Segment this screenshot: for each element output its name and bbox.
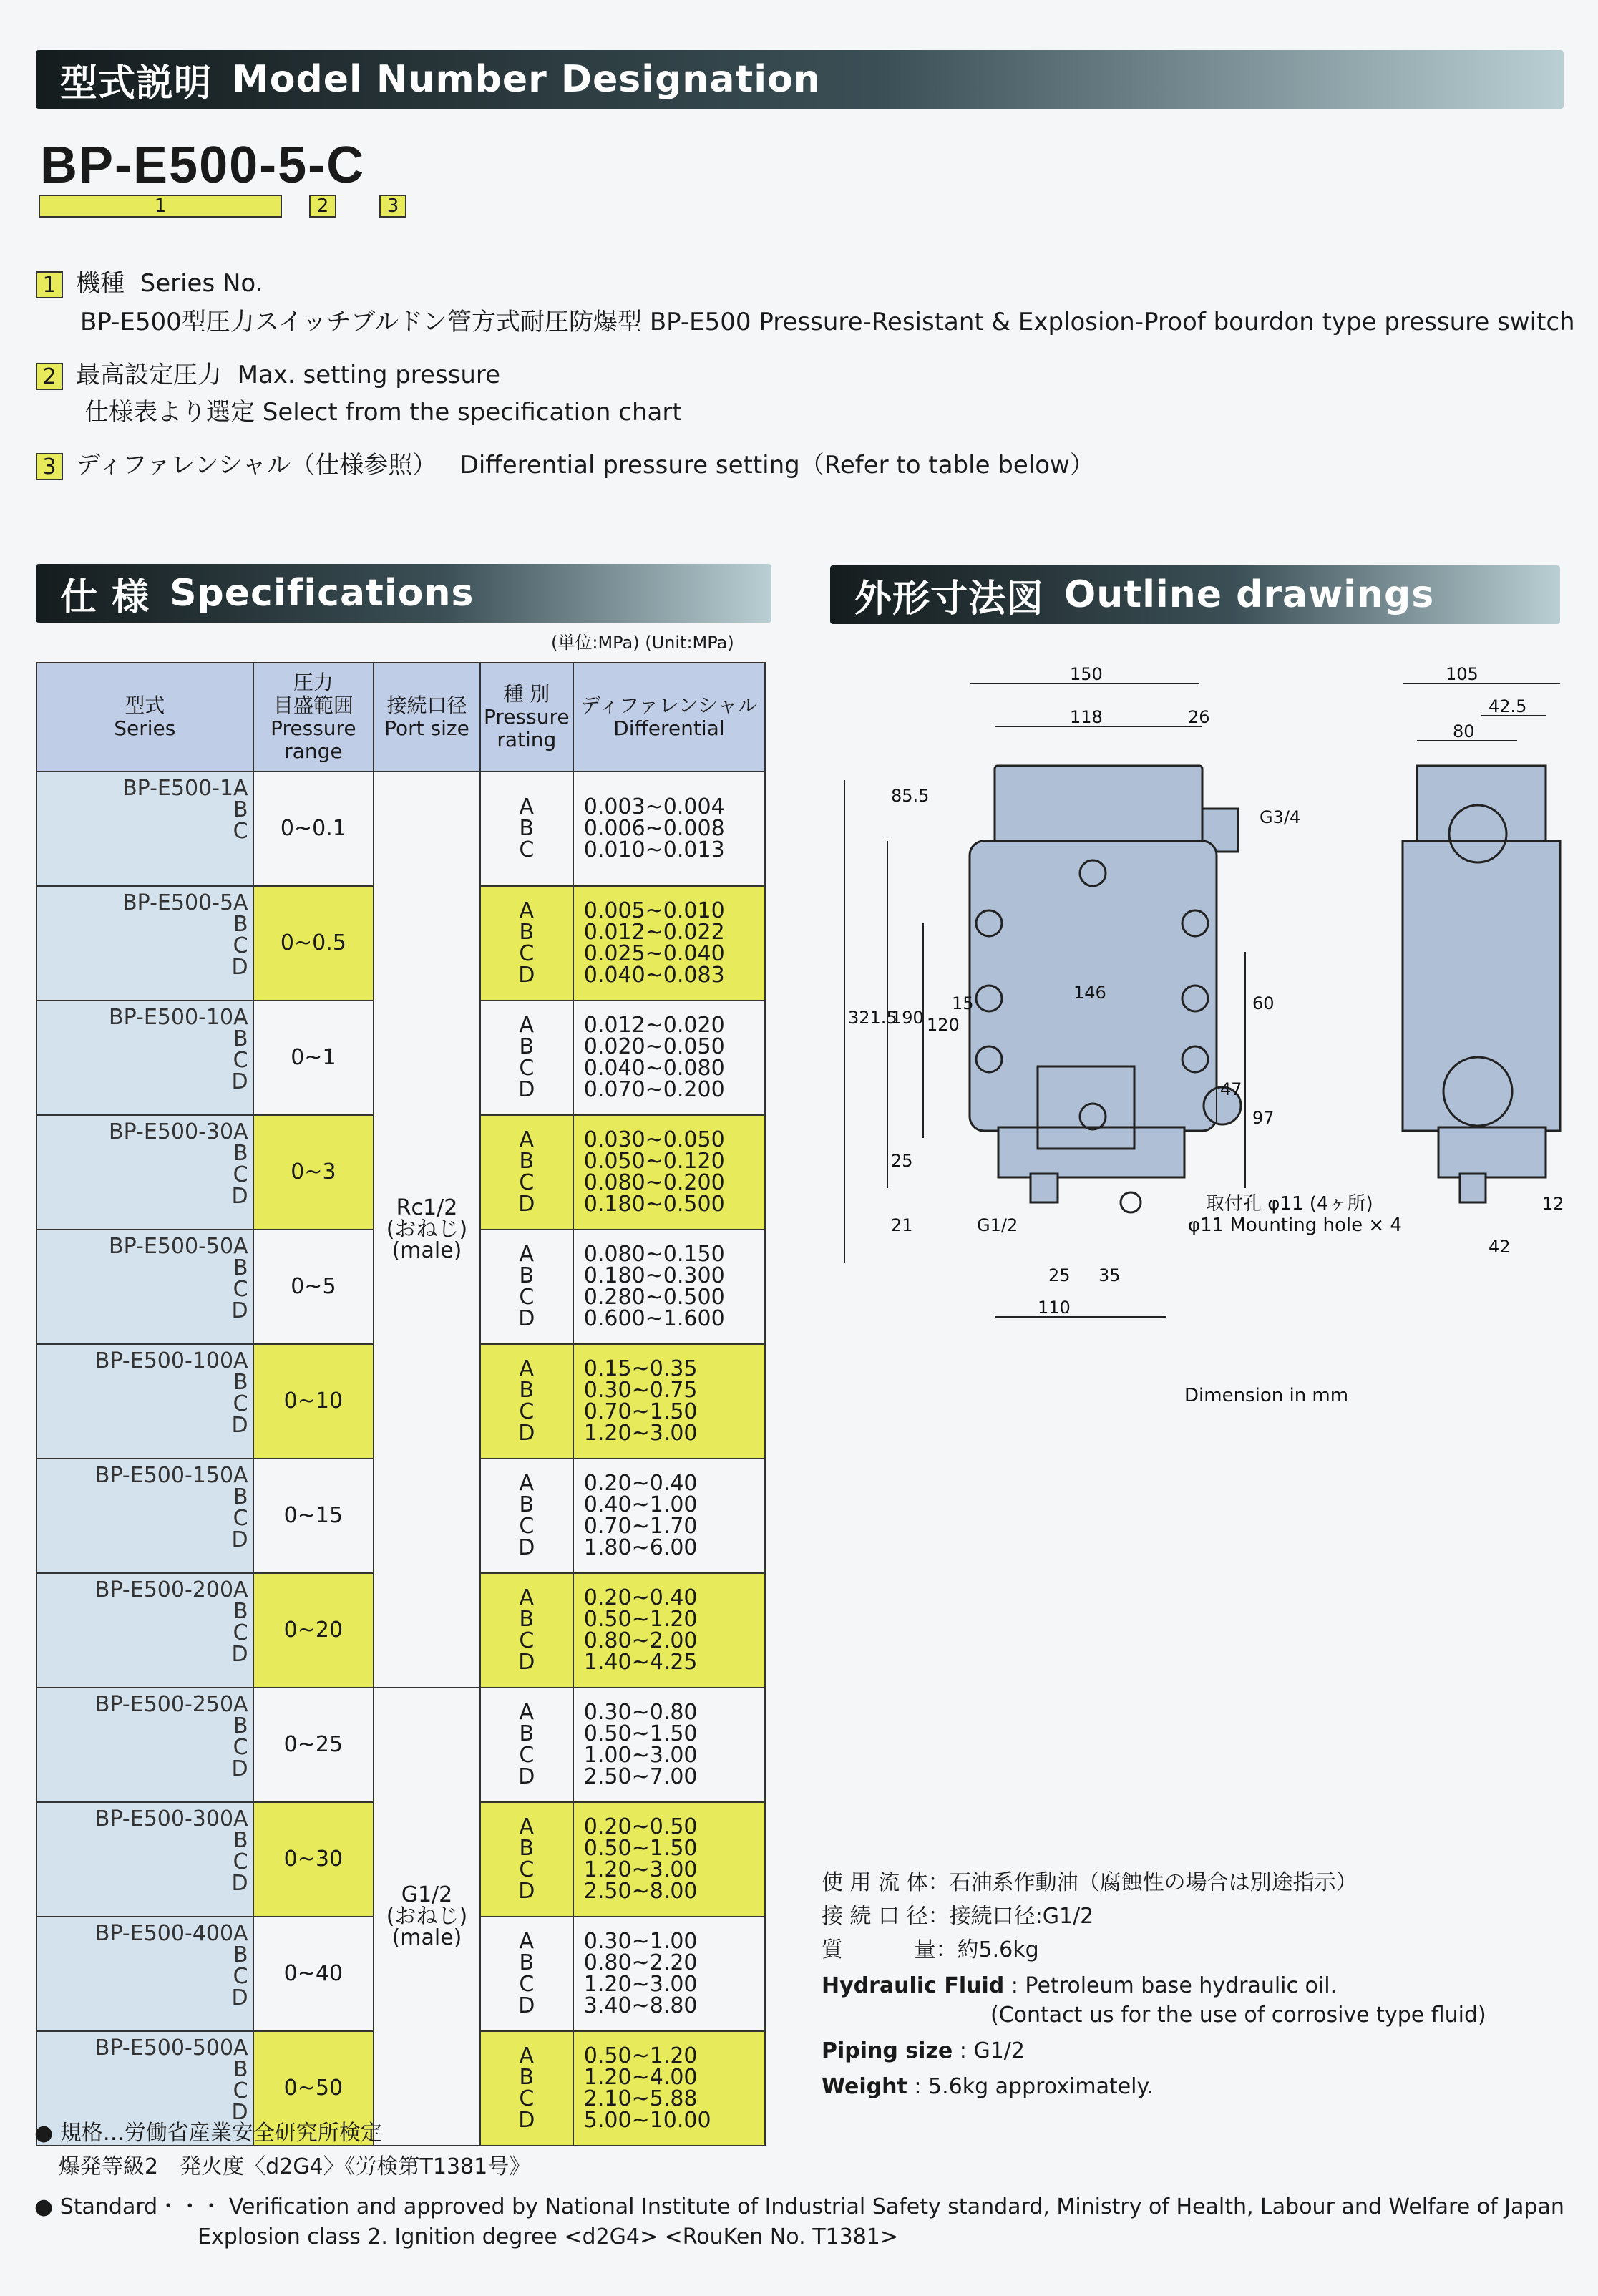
dim-12: 12 [1542, 1194, 1564, 1214]
cell-series: BP-E500-500A B C D [36, 2031, 253, 2146]
front-bottom-port [1031, 1174, 1058, 1202]
table-row [36, 772, 765, 886]
item-1: 1 機種 Series No. [36, 263, 263, 298]
cell-range: 0~50 [253, 2031, 374, 2146]
cell-diff: 0.080~0.150 0.180~0.300 0.280~0.500 0.600~1.600 [573, 1230, 765, 1344]
cell-series: BP-E500-30A B C D [36, 1115, 253, 1230]
cell-range: 0~30 [253, 1802, 374, 1917]
cell-diff: 0.030~0.050 0.050~0.120 0.080~0.200 0.180~0.500 [573, 1115, 765, 1230]
heading-en: Model Number Designation [232, 58, 821, 101]
dim-35: 35 [1098, 1265, 1121, 1285]
section-heading-spec: 仕 様 Specifications [36, 564, 771, 623]
cell-diff: 0.20~0.40 0.40~1.00 0.70~1.70 1.80~6.00 [573, 1459, 765, 1573]
mount-en: φ11 Mounting hole × 4 [1188, 1215, 1402, 1236]
header-diff: ディファレンシャル Differential [573, 663, 765, 772]
header-range: 圧力 目盛範囲 Pressure range [253, 663, 374, 772]
cell-range: 0~10 [253, 1344, 374, 1459]
dim-150: 150 [1070, 664, 1103, 684]
dim-146: 146 [1073, 983, 1106, 1003]
cell-port-g: G1/2 (おねじ) (male) [374, 1688, 480, 2146]
cell-diff: 0.012~0.020 0.020~0.050 0.040~0.080 0.070~0.200 [573, 1001, 765, 1115]
cell-range: 0~5 [253, 1230, 374, 1344]
cell-series: BP-E500-50A B C D [36, 1230, 253, 1344]
cell-rating: A B C [480, 772, 573, 886]
cell-series: BP-E500-10A B C D [36, 1001, 253, 1115]
cell-rating: A B C D [480, 1573, 573, 1688]
dim-25b: 25 [1048, 1265, 1071, 1285]
front-top-block [995, 766, 1202, 845]
dim-120: 120 [927, 1015, 960, 1035]
cell-series: BP-E500-400A B C D [36, 1917, 253, 2031]
cell-series: BP-E500-300A B C D [36, 1802, 253, 1917]
dim-42: 42 [1489, 1237, 1511, 1257]
cell-series: BP-E500-5A B C D [36, 886, 253, 1001]
dim-60: 60 [1252, 993, 1275, 1013]
cell-range: 0~15 [253, 1459, 374, 1573]
dim-80: 80 [1453, 721, 1475, 741]
section-heading-model [36, 50, 1564, 109]
dimension-unit: Dimension in mm [1184, 1385, 1349, 1406]
dim-21: 21 [891, 1215, 913, 1235]
side-main-body [1403, 841, 1560, 1131]
cell-diff: 0.30~1.00 0.80~2.20 1.20~3.00 3.40~8.80 [573, 1917, 765, 2031]
cell-diff: 0.20~0.50 0.50~1.50 1.20~3.00 2.50~8.00 [573, 1802, 765, 1917]
item-3: 3 ディファレンシャル（仕様参照） Differential pressure setting（Refer to table below） [36, 445, 1094, 480]
footer-ja-2: 爆発等級2 発火度〈d2G4〉《労検第T1381号》 [59, 2154, 531, 2179]
cell-range: 0~1 [253, 1001, 374, 1115]
cell-series: BP-E500-250A B C D [36, 1688, 253, 1802]
cell-rating: A B C D [480, 1230, 573, 1344]
code-box-2: 2 [309, 195, 336, 218]
dim-25: 25 [891, 1151, 913, 1171]
heading-ja: 型式説明 [60, 62, 213, 105]
table-header-row [36, 663, 765, 772]
cell-range: 0~20 [253, 1573, 374, 1688]
table-row [36, 1688, 765, 1802]
spec-note-piping: Piping size : G1/2 [822, 2038, 1025, 2063]
dim-15: 15 [952, 993, 974, 1013]
cell-rating: A B C D [480, 1459, 573, 1573]
cell-series: BP-E500-200A B C D [36, 1573, 253, 1688]
dim-118: 118 [1070, 707, 1103, 727]
cell-rating: A B C D [480, 1688, 573, 1802]
footer-en-1: ● Standard・・・ Verification and approved by National Institute of Industrial Safety standard, Ministry of Health, Labour and Welfare of Japan [34, 2194, 1564, 2219]
header-port: 接続口径 Port size [374, 663, 480, 772]
header-series: 型式 Series [36, 663, 253, 772]
spec-note-ja-2: 接 続 口 径：接続口径:G1/2 [822, 1904, 1094, 1929]
dim-g3-4: G3/4 [1260, 807, 1301, 827]
dim-g1-2: G1/2 [977, 1215, 1018, 1235]
dim-47: 47 [1220, 1079, 1242, 1099]
cell-rating: A B C D [480, 1001, 573, 1115]
cell-rating: A B C D [480, 886, 573, 1001]
cell-series: BP-E500-1A B C [36, 772, 253, 886]
dim-321-5: 321.5 [848, 1008, 897, 1028]
footer-en-2: Explosion class 2. Ignition degree <d2G4> <RouKen No. T1381> [198, 2224, 898, 2249]
spec-note-weight: Weight : 5.6kg approximately. [822, 2074, 1154, 2099]
cell-diff: 0.20~0.40 0.50~1.20 0.80~2.00 1.40~4.25 [573, 1573, 765, 1688]
mount-ja: 取付孔 φ11 (4ヶ所) [1206, 1193, 1373, 1215]
item-2-desc: 仕様表より選定 Select from the specification chart [84, 398, 682, 427]
spec-note-fluid-2: (Contact us for the use of corrosive type fluid) [990, 2003, 1486, 2028]
cell-series: BP-E500-150A B C D [36, 1459, 253, 1573]
cell-diff: 0.003~0.004 0.006~0.008 0.010~0.013 [573, 772, 765, 886]
spec-note-ja-3: 質 量：約5.6kg [822, 1937, 1039, 1962]
spec-note-ja-1: 使 用 流 体：石油系作動油（腐蝕性の場合は別途指示） [822, 1870, 1358, 1895]
cell-port-rc: Rc1/2 (おねじ) (male) [374, 772, 480, 1688]
cell-rating: A B C D [480, 1802, 573, 1917]
cell-diff: 0.50~1.20 1.20~4.00 2.10~5.88 5.00~10.00 [573, 2031, 765, 2146]
dim-110: 110 [1038, 1298, 1071, 1318]
dim-26: 26 [1188, 707, 1210, 727]
dim-42-5: 42.5 [1489, 696, 1527, 716]
dim-97: 97 [1252, 1108, 1275, 1128]
side-lower-body [1438, 1127, 1546, 1177]
cell-range: 0~0.1 [253, 772, 374, 886]
item-2: 2 最高設定圧力 Max. setting pressure [36, 355, 500, 390]
side-bottom-port [1460, 1174, 1486, 1202]
unit-note: (単位:MPa) (Unit:MPa) [551, 633, 734, 653]
model-code: BP-E500-5-C [40, 137, 366, 194]
cell-diff: 0.30~0.80 0.50~1.50 1.00~3.00 2.50~7.00 [573, 1688, 765, 1802]
header-rating: 種 別 Pressure rating [480, 663, 573, 772]
cell-diff: 0.15~0.35 0.30~0.75 0.70~1.50 1.20~3.00 [573, 1344, 765, 1459]
dim-190: 190 [891, 1008, 924, 1028]
cell-range: 0~25 [253, 1688, 374, 1802]
footer-ja-1: ● 規格…労働省産業安全研究所検定 [34, 2121, 382, 2146]
cell-rating: A B C D [480, 2031, 573, 2146]
cell-rating: A B C D [480, 1115, 573, 1230]
cell-range: 0~3 [253, 1115, 374, 1230]
front-lower-body [998, 1127, 1184, 1177]
cell-rating: A B C D [480, 1917, 573, 2031]
code-box-1: 1 [39, 195, 282, 218]
cell-range: 0~0.5 [253, 886, 374, 1001]
spec-table [36, 662, 766, 2146]
section-heading-outline: 外形寸法図 Outline drawings [830, 565, 1560, 624]
code-box-3: 3 [379, 195, 406, 218]
outline-drawing [830, 658, 1582, 1417]
cell-range: 0~40 [253, 1917, 374, 2031]
cell-rating: A B C D [480, 1344, 573, 1459]
cell-series: BP-E500-100A B C D [36, 1344, 253, 1459]
spec-note-fluid: Hydraulic Fluid : Petroleum base hydraulic oil. [822, 1973, 1338, 1998]
cell-diff: 0.005~0.010 0.012~0.022 0.025~0.040 0.040~0.083 [573, 886, 765, 1001]
dim-105: 105 [1446, 664, 1478, 684]
item-1-desc: BP-E500型圧力スイッチブルドン管方式耐圧防爆型 BP-E500 Pressure-Resistant & Explosion-Proof bourdon type pressure switch [80, 308, 1575, 336]
dim-85-5: 85.5 [891, 786, 930, 806]
